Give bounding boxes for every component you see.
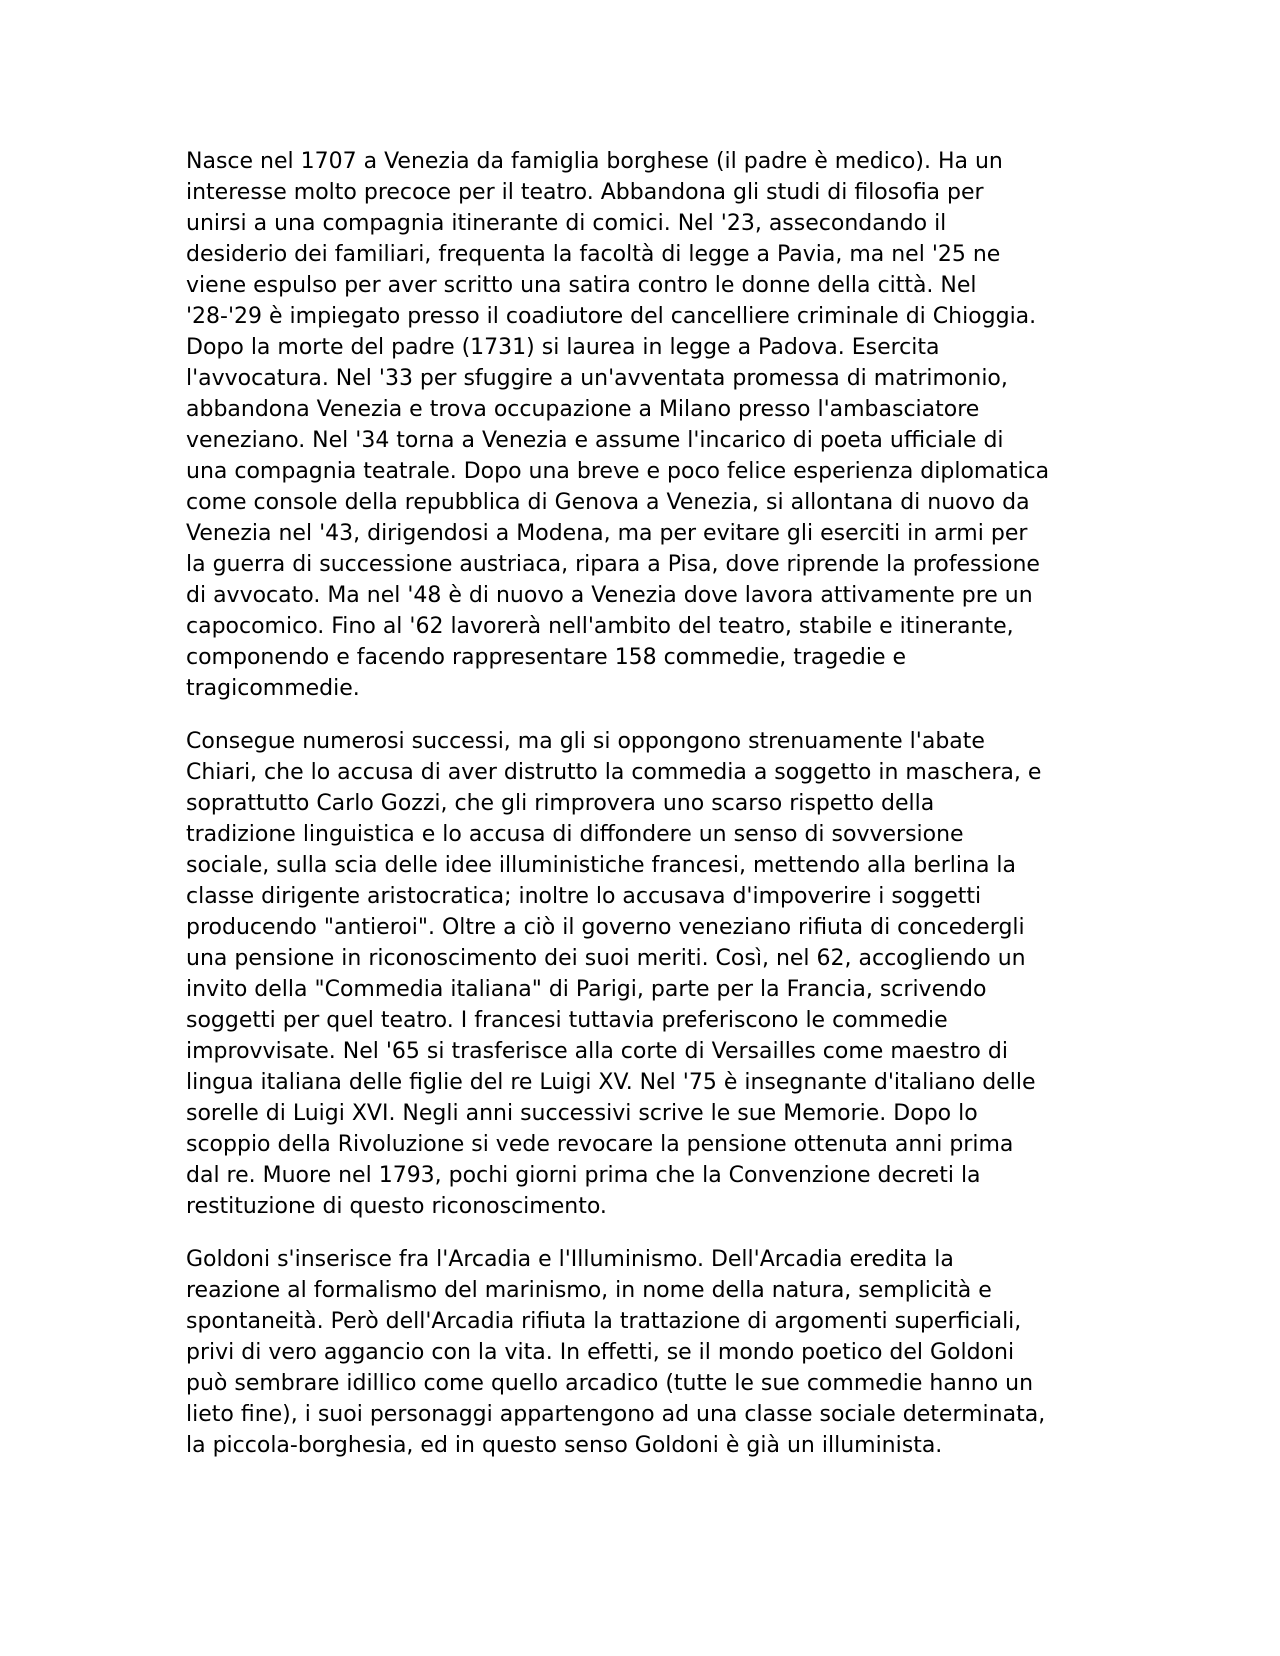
paragraph-biography: Nasce nel 1707 a Venezia da famiglia borghese (il padre è medico). Ha un interesse molto precoce per il teatro. Abbandona gli studi di filosofia per unirsi a una compagnia itinerante di comici. Nel '23, assecondando il desiderio dei familiari, frequenta la facoltà di legge a Pavia, ma nel '25 ne viene espulso per aver scritto una satira contro le donne della città. Nel '28-'29 è impiegato presso il coadiutore del cancelliere criminale di Chioggia. Dopo la morte del padre (1731) si laurea in legge a Padova. Esercita l'avvocatura. Nel '33 per sfuggire a un'avventata promessa di matrimonio, abbandona Venezia e trova occupazione a Milano presso l'ambasciatore veneziano. Nel '34 torna a Venezia e assume l'incarico di poeta ufficiale di una compagnia teatrale. Dopo una breve e poco felice esperienza diplomatica come console della repubblica di Genova a Venezia, si allontana di nuovo da Venezia nel '43, dirigendosi a Modena, ma per evitare gli eserciti in armi per la guerra di successione austriaca, ripara a Pisa, dove riprende la professione di avvocato. Ma nel '48 è di nuovo a Venezia dove lavora attivamente pre un capocomico. Fino al '62 lavorerà nell'ambito del teatro, stabile e itinerante, componendo e facendo rappresentare 158 commedie, tragedie e tragicommedie. xyxy=(186,149,1050,701)
document-page xyxy=(186,146,1098,1483)
paragraph-career-france: Consegue numerosi successi, ma gli si oppongono strenuamente l'abate Chiari, che lo accusa di aver distrutto la commedia a soggetto in maschera, e soprattutto Carlo Gozzi, che gli rimprovera uno scarso rispetto della tradizione linguistica e lo accusa di diffondere un senso di sovversione sociale, sulla scia delle idee illuministiche francesi, mettendo alla berlina la classe dirigente aristocratica; inoltre lo accusava d'impoverire i soggetti producendo "antieroi". Oltre a ciò il governo veneziano rifiuta di concedergli una pensione in riconoscimento dei suoi meriti. Così, nel 62, accogliendo un invito della "Commedia italiana" di Parigi, parte per la Francia, scrivendo soggetti per quel teatro. I francesi tuttavia preferiscono le commedie improvvisate. Nel '65 si trasferisce alla corte di Versailles come maestro di lingua italiana delle figlie del re Luigi XV. Nel '75 è insegnante d'italiano delle sorelle di Luigi XVI. Negli anni successivi scrive le sue Memorie. Dopo lo scoppio della Rivoluzione si vede revocare la pensione ottenuta anni prima dal re. Muore nel 1793, pochi giorni prima che la Convenzione decreti la restituzione di questo riconoscimento. xyxy=(186,729,1042,1219)
paragraph-arcadia-illuminismo: Goldoni s'inserisce fra l'Arcadia e l'Illuminismo. Dell'Arcadia eredita la reazione al formalismo del marinismo, in nome della natura, semplicità e spontaneità. Però dell'Arcadia rifiuta la trattazione di argomenti superficiali, privi di vero aggancio con la vita. In effetti, se il mondo poetico del Goldoni può sembrare idillico come quello arcadico (tutte le sue commedie hanno un lieto fine), i suoi personaggi appartengono ad una classe sociale determinata, la piccola-borghesia, ed in questo senso Goldoni è già un illuminista. xyxy=(186,1247,1046,1458)
